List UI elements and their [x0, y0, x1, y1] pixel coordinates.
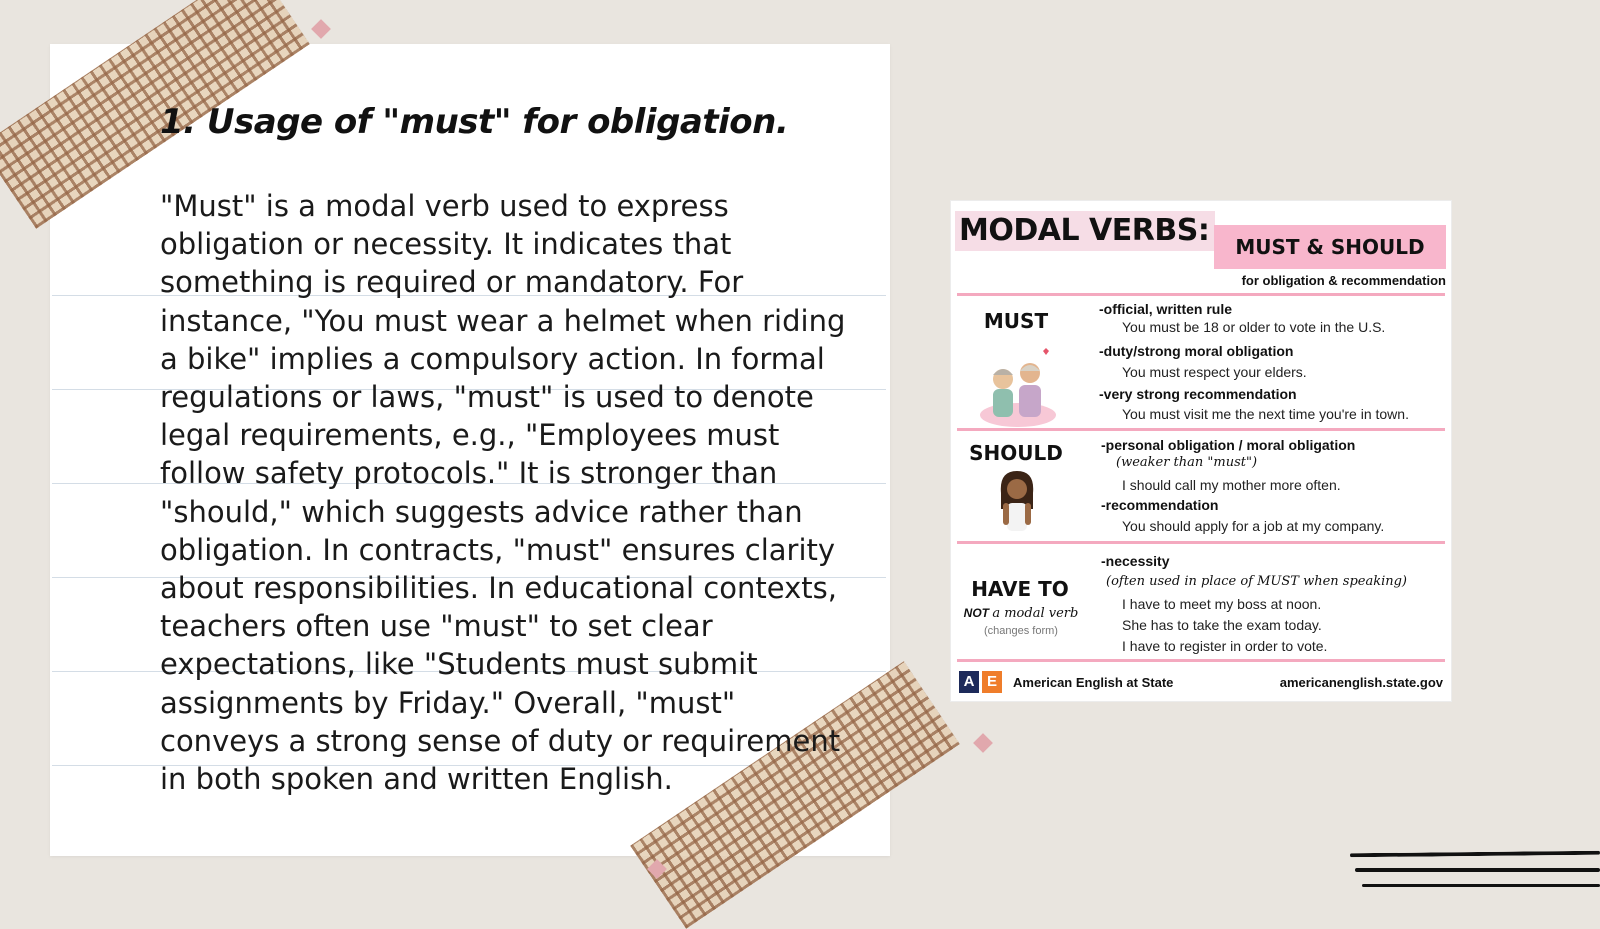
have-to-note-rest: a modal verb [992, 606, 1079, 621]
have-to-sub: (changes form) [984, 625, 1058, 637]
modal-verbs-infographic [950, 200, 1452, 702]
infographic-badge: MUST & SHOULD [1214, 225, 1446, 269]
have-to-example-3: I have to register in order to vote. [1122, 638, 1328, 654]
tape-tip-decoration [311, 19, 331, 39]
have-to-definition-1: -necessity [1101, 553, 1170, 569]
footer-name: American English at State [1013, 675, 1174, 690]
must-label: MUST [983, 309, 1049, 333]
must-example-3: You must visit me the next time you're in town. [1122, 406, 1409, 422]
must-definition-3: -very strong recommendation [1099, 386, 1297, 402]
infographic-subtitle: for obligation & recommendation [1241, 273, 1446, 288]
should-definition-2: -recommendation [1101, 497, 1219, 513]
have-to-example-1: I have to meet my boss at noon. [1122, 596, 1322, 612]
must-definition-2: -duty/strong moral obligation [1099, 343, 1294, 359]
have-to-note [951, 606, 1091, 621]
pink-divider [957, 541, 1445, 544]
brush-stroke-decoration [1355, 868, 1600, 872]
pink-divider [957, 659, 1445, 662]
have-to-example-2: She has to take the exam today. [1122, 617, 1322, 633]
brush-stroke-decoration [1362, 884, 1600, 887]
american-english-logo [959, 671, 1002, 693]
should-note-1: (weaker than "must") [1116, 455, 1258, 470]
must-example-2: You must respect your elders. [1122, 364, 1307, 380]
have-to-label: HAVE TO [971, 577, 1069, 601]
have-to-note-not: NOT [963, 606, 989, 620]
logo-a: A [959, 671, 979, 693]
should-example-2: You should apply for a job at my company. [1122, 518, 1385, 534]
brush-stroke-decoration [1350, 851, 1600, 858]
elderly-couple-illustration-icon [973, 341, 1063, 427]
logo-e: E [982, 671, 1002, 693]
pink-divider [957, 428, 1445, 431]
pink-divider [957, 293, 1445, 296]
should-definition-1: -personal obligation / moral obligation [1101, 437, 1356, 453]
infographic-title: MODAL VERBS: [955, 211, 1215, 251]
woman-illustration-icon [995, 469, 1039, 535]
must-definition-1: -official, written rule [1099, 301, 1233, 317]
slide-body-text: "Must" is a modal verb used to express obligation or necessity. It indicates that something is required or mandatory. For instance, "You must wear a helmet when riding a bike" implies a compulsory action. In formal regulations or laws, "must" is used to denote legal requirements, e.g., "Employees must follow safety protocols." It is stronger than "should," which suggests advice rather than obligation. In contracts, "must" ensures clarity about responsibilities. In educational contexts, teachers often use "must" to set clear expectations, like "Students must submit assignments by Friday." Overall, "must" conveys a strong sense of duty or requirement in both spoken and written English. [160, 189, 846, 797]
should-example-1: I should call my mother more often. [1122, 477, 1341, 493]
should-label: SHOULD [969, 441, 1063, 465]
footer-url: americanenglish.state.gov [1279, 675, 1443, 690]
must-example-1: You must be 18 or older to vote in the U.S. [1122, 319, 1386, 335]
have-to-note-1: (often used in place of MUST when speaking) [1106, 574, 1408, 589]
tape-tip-decoration [973, 733, 993, 753]
slide-title: 1. Usage of "must" for obligation. [160, 102, 789, 142]
